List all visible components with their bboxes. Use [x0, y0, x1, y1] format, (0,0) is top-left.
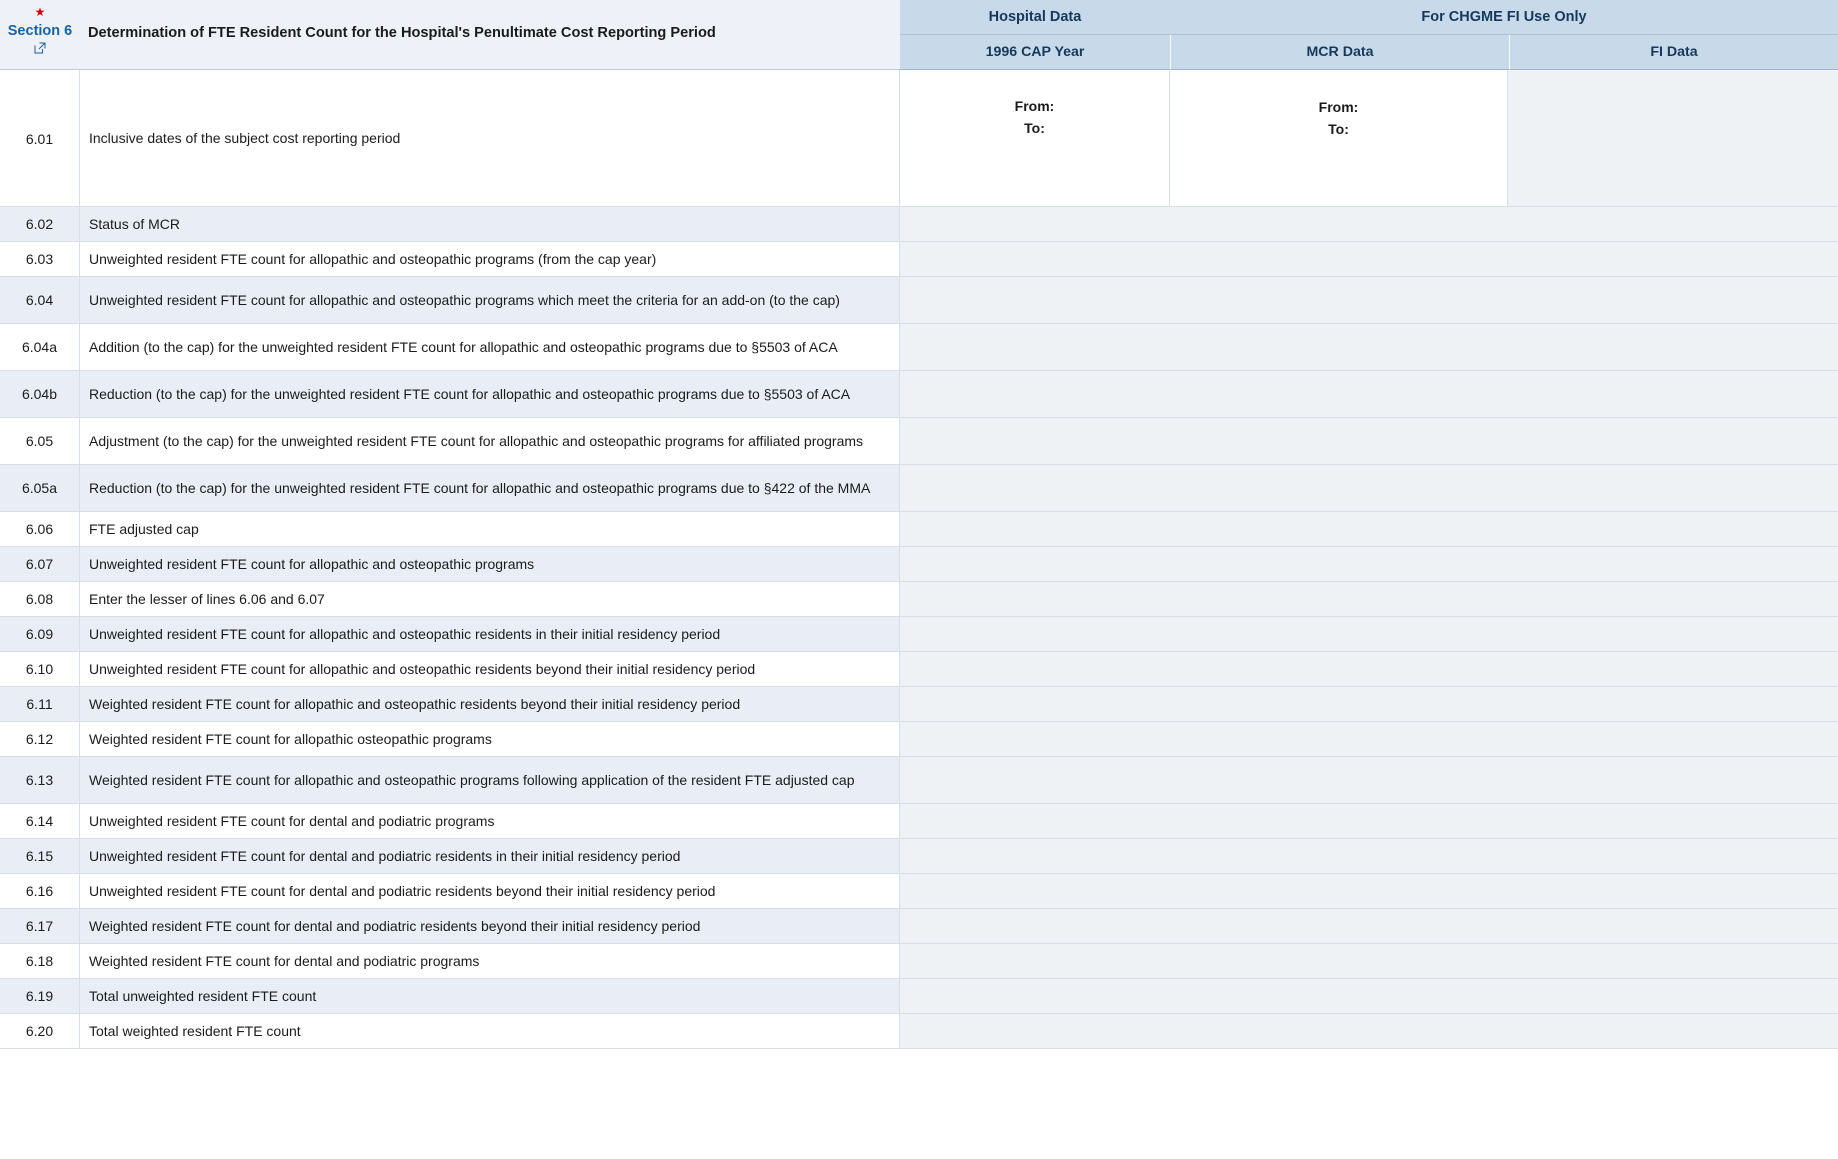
row-description: Unweighted resident FTE count for allopathic and osteopathic programs which meet the criteria for an add-on (to the cap) — [80, 277, 900, 323]
section-header-cell[interactable] — [0, 0, 80, 70]
section-link-label[interactable]: Section 6 — [7, 23, 73, 39]
table-row — [0, 465, 1838, 512]
row-data-area[interactable] — [900, 909, 1838, 943]
row-line-number: 6.04b — [0, 371, 80, 417]
table-row — [0, 979, 1838, 1014]
table-row — [0, 277, 1838, 324]
column-groups — [900, 0, 1838, 70]
table-row — [0, 324, 1838, 371]
row-host — [0, 207, 1838, 1049]
row-line-number: 6.04 — [0, 277, 80, 323]
row-line-number: 6.09 — [0, 617, 80, 651]
row-data-area[interactable] — [900, 757, 1838, 803]
column-header-mcr-data: MCR Data — [1171, 35, 1510, 70]
row-line-number: 6.16 — [0, 874, 80, 908]
row-line-number: 6.18 — [0, 944, 80, 978]
row-description: Unweighted resident FTE count for dental and podiatric programs — [80, 804, 900, 838]
row-line-number: 6.11 — [0, 687, 80, 721]
row-description: Enter the lesser of lines 6.06 and 6.07 — [80, 582, 900, 616]
row-description: Status of MCR — [80, 207, 900, 241]
column-header-cap-year: 1996 CAP Year — [900, 35, 1171, 70]
page-title: Determination of FTE Resident Count for the Hospital's Penultimate Cost Reporting Period — [80, 0, 900, 70]
row-data-area[interactable] — [900, 324, 1838, 370]
row-description: Weighted resident FTE count for allopathic and osteopathic programs following application of the resident FTE adjusted cap — [80, 757, 900, 803]
row-line-number: 6.13 — [0, 757, 80, 803]
row-description: FTE adjusted cap — [80, 512, 900, 546]
row-line-number: 6.07 — [0, 547, 80, 581]
row-data-area[interactable] — [900, 839, 1838, 873]
row-line-number: 6.04a — [0, 324, 80, 370]
row-data-area[interactable] — [900, 465, 1838, 511]
column-header-fi-data: FI Data — [1510, 35, 1838, 70]
row-data-area[interactable] — [900, 547, 1838, 581]
table-row — [0, 652, 1838, 687]
row-line-number: 6.05a — [0, 465, 80, 511]
mcr-from-label: From: — [1318, 99, 1359, 115]
row-description: Weighted resident FTE count for dental and podiatric programs — [80, 944, 900, 978]
external-link-icon[interactable] — [34, 42, 46, 54]
row-description: Unweighted resident FTE count for dental and podiatric residents in their initial residency period — [80, 839, 900, 873]
row-line-number: 6.08 — [0, 582, 80, 616]
table-row — [0, 757, 1838, 804]
cap-from-label: From: — [1014, 98, 1055, 114]
table-row — [0, 70, 1838, 207]
table-row — [0, 1014, 1838, 1049]
row-data-area[interactable] — [900, 804, 1838, 838]
table-row — [0, 722, 1838, 757]
row-data-area[interactable] — [900, 207, 1838, 241]
row-line-number: 6.02 — [0, 207, 80, 241]
group-header-chgme-fi: For CHGME FI Use Only — [1170, 0, 1838, 35]
row-description: Addition (to the cap) for the unweighted resident FTE count for allopathic and osteopathic programs due to §5503 of ACA — [80, 324, 900, 370]
row-description: Total unweighted resident FTE count — [80, 979, 900, 1013]
row-data-area[interactable] — [900, 418, 1838, 464]
row-data-area[interactable] — [900, 371, 1838, 417]
row-description: Reduction (to the cap) for the unweighted resident FTE count for allopathic and osteopathic programs due to §422 of the MMA — [80, 465, 900, 511]
row-description: Adjustment (to the cap) for the unweighted resident FTE count for allopathic and osteopathic programs for affiliated programs — [80, 418, 900, 464]
row-line-number: 6.15 — [0, 839, 80, 873]
row-description: Unweighted resident FTE count for allopathic and osteopathic programs — [80, 547, 900, 581]
row-line-number: 6.14 — [0, 804, 80, 838]
mcr-to-label: To: — [1328, 121, 1349, 137]
required-star-icon: ★ — [34, 5, 46, 19]
table-row — [0, 944, 1838, 979]
form-rows — [0, 70, 1838, 1049]
row-data-area[interactable] — [900, 944, 1838, 978]
row-data-area[interactable] — [900, 617, 1838, 651]
row-description: Inclusive dates of the subject cost reporting period — [80, 70, 900, 207]
table-row — [0, 242, 1838, 277]
cell-mcr-dates[interactable] — [1170, 70, 1508, 206]
row-line-number: 6.06 — [0, 512, 80, 546]
table-row — [0, 582, 1838, 617]
row-line-number: 6.12 — [0, 722, 80, 756]
table-row — [0, 371, 1838, 418]
row-line-number: 6.19 — [0, 979, 80, 1013]
row-line-number: 6.20 — [0, 1014, 80, 1048]
row-data-area[interactable] — [900, 277, 1838, 323]
row-description: Unweighted resident FTE count for dental and podiatric residents beyond their initial residency period — [80, 874, 900, 908]
row-data-area[interactable] — [900, 979, 1838, 1013]
table-row — [0, 687, 1838, 722]
row-description: Unweighted resident FTE count for allopathic and osteopathic residents in their initial residency period — [80, 617, 900, 651]
row-description: Weighted resident FTE count for allopathic osteopathic programs — [80, 722, 900, 756]
row-data-area[interactable] — [900, 874, 1838, 908]
row-data-area[interactable] — [900, 512, 1838, 546]
table-row — [0, 804, 1838, 839]
row-description: Weighted resident FTE count for allopathic and osteopathic residents beyond their initial residency period — [80, 687, 900, 721]
cap-to-label: To: — [1024, 120, 1045, 136]
row-line-number: 6.17 — [0, 909, 80, 943]
row-data-area[interactable] — [900, 582, 1838, 616]
row-line-number: 6.01 — [0, 70, 80, 207]
row-data-area[interactable] — [900, 722, 1838, 756]
row-data-area[interactable] — [900, 242, 1838, 276]
table-row — [0, 547, 1838, 582]
row-description: Weighted resident FTE count for dental and podiatric residents beyond their initial residency period — [80, 909, 900, 943]
row-data-area[interactable] — [900, 687, 1838, 721]
table-row — [0, 418, 1838, 465]
table-row — [0, 874, 1838, 909]
row-description: Unweighted resident FTE count for allopathic and osteopathic residents beyond their initial residency period — [80, 652, 900, 686]
row-line-number: 6.05 — [0, 418, 80, 464]
row-line-number: 6.10 — [0, 652, 80, 686]
row-data-area[interactable] — [900, 1014, 1838, 1048]
row-data-area[interactable] — [900, 652, 1838, 686]
group-header-hospital-data: Hospital Data — [900, 0, 1170, 35]
cell-cap-year-dates[interactable] — [900, 70, 1170, 206]
cell-fi-data — [1508, 70, 1838, 206]
table-header — [0, 0, 1838, 70]
row-description: Total weighted resident FTE count — [80, 1014, 900, 1048]
row-line-number: 6.03 — [0, 242, 80, 276]
table-row — [0, 839, 1838, 874]
table-row — [0, 617, 1838, 652]
table-row — [0, 207, 1838, 242]
row-description: Reduction (to the cap) for the unweighted resident FTE count for allopathic and osteopathic programs due to §5503 of ACA — [80, 371, 900, 417]
row-description: Unweighted resident FTE count for allopathic and osteopathic programs (from the cap year) — [80, 242, 900, 276]
table-row — [0, 909, 1838, 944]
table-row — [0, 512, 1838, 547]
